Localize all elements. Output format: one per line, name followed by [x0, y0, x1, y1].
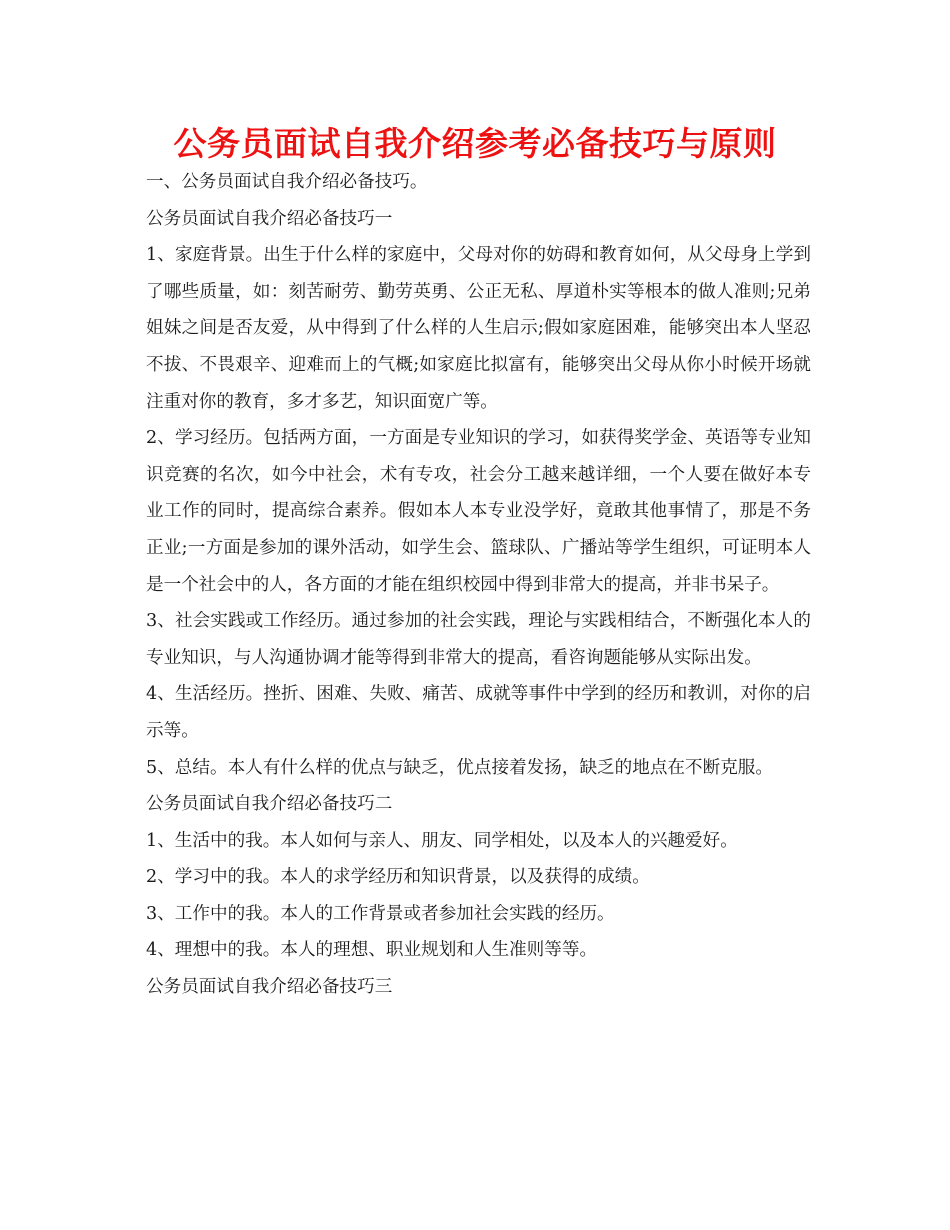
- paragraph-item: 3、工作中的我。本人的工作背景或者参加社会实践的经历。: [146, 903, 615, 924]
- document-body: [146, 164, 811, 1006]
- subsection-heading: 公务员面试自我介绍必备技巧二: [146, 794, 393, 815]
- paragraph-item: 2、学习中的我。本人的求学经历和知识背景，以及获得的成绩。: [146, 867, 650, 888]
- document-title: 公务员面试自我介绍参考必备技巧与原则: [173, 124, 777, 163]
- paragraph-item: 5、总结。本人有什么样的优点与缺乏，优点接着发扬，缺乏的地点在不断克服。: [146, 757, 773, 778]
- paragraph-item: 2、学习经历。包括两方面，一方面是专业知识的学习，如获得奖学金、英语等专业知识竞赛的名次，如今中社会，术有专攻，社会分工越来越详细，一个人要在做好本专业工作的同时，提高综合素养。假如本人本专业没学好，竟敢其他事情了，那是不务正业;一方面是参加的课外活动，如学生会、篮球队、广播站等学生组织，可证明本人是一个社会中的人，各方面的才能在组织校园中得到非常大的提高，并非书呆子。: [146, 428, 811, 595]
- subsection-heading: 公务员面试自我介绍必备技巧三: [146, 977, 393, 998]
- paragraph-item: 4、理想中的我。本人的理想、职业规划和人生准则等等。: [146, 940, 598, 961]
- paragraph-item: 3、社会实践或工作经历。通过参加的社会实践，理论与实践相结合，不断强化本人的专业知识，与人沟通协调才能等得到非常大的提高，看咨询题能够从实际出发。: [146, 611, 811, 668]
- subsection-heading: 公务员面试自我介绍必备技巧一: [146, 208, 393, 229]
- paragraph-item: 4、生活经历。挫折、困难、失败、痛苦、成就等事件中学到的经历和教训，对你的启示等。: [146, 684, 811, 741]
- section-heading: 一、公务员面试自我介绍必备技巧。: [146, 172, 428, 192]
- paragraph-item: 1、生活中的我。本人如何与亲人、朋友、同学相处，以及本人的兴趣爱好。: [146, 830, 738, 851]
- paragraph-item: 1、家庭背景。出生于什么样的家庭中，父母对你的妨碍和教育如何，从父母身上学到了哪些质量，如：刻苦耐劳、勤劳英勇、公正无私、厚道朴实等根本的做人准则;兄弟姐妹之间是否友爱，从中得到了什么样的人生启示;假如家庭困难，能够突出本人坚忍不拔、不畏艰辛、迎难而上的气概;如家庭比拟富有，能够突出父母从你小时候开场就注重对你的教育，多才多艺，知识面宽广等。: [146, 245, 811, 412]
